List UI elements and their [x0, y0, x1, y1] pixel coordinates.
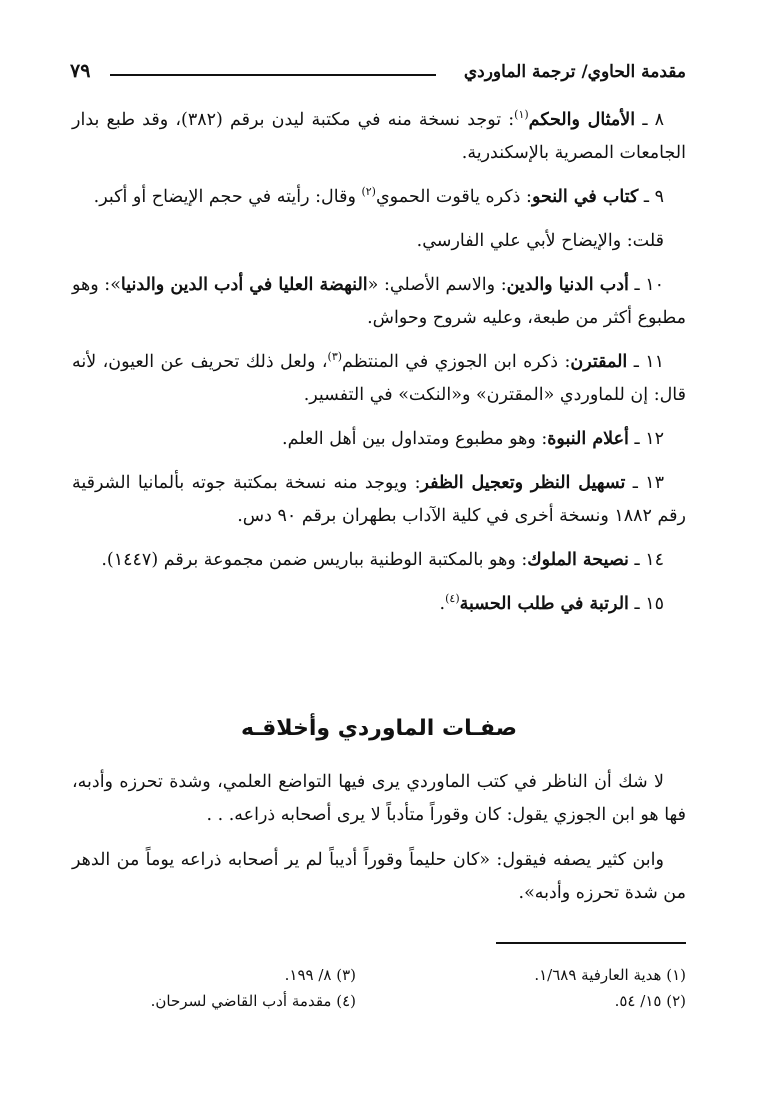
item-title: تسهيل النظر وتعجيل الظفر: [420, 473, 626, 493]
item-text: : ويوجد منه نسخة بمكتبة جوته بألمانيا الشرقية رقم ١٨٨٢ ونسخة أخرى في كلية الآداب بطهران برقم ٩٠ دس.: [72, 473, 686, 526]
footnote-column-right: [366, 962, 686, 1014]
alt-title: النهضة العليا في أدب الدين والدنيا: [120, 275, 368, 295]
footnote-ref: (٣): [327, 350, 343, 364]
body-paragraph: وابن كثير يصفه فيقول: «كان حليماً وقوراً أديباً لم ير أصحابه ذراعه يوماً من الدهر من شدة تحرزه وأدبه».: [72, 850, 686, 903]
list-item-9: [72, 181, 686, 214]
footnote-column-left: [56, 962, 356, 1014]
item-number: ١٤ ـ: [634, 550, 664, 570]
list-item-11: [72, 346, 686, 412]
running-title: مقدمة الحاوي/ ترجمة الماوردي: [463, 62, 686, 82]
footnote-ref: (٢): [361, 185, 376, 199]
item-number: ١٢ ـ: [634, 429, 664, 449]
item-number: ١١ ـ: [633, 352, 665, 372]
item-text: : والاسم الأصلي: «: [367, 275, 507, 295]
section-body: [72, 766, 686, 922]
list-item-14: [72, 544, 686, 577]
item-text: : توجد نسخة منه في مكتبة ليدن برقم (٣٨٢)، وقد طبع بدار الجامعات المصرية بالإسكندرية.: [72, 110, 686, 163]
item-title: الرتبة في طلب الحسبة: [459, 594, 629, 614]
body-paragraph: لا شك أن الناظر في كتب الماوردي يرى فيها التواضع العلمي، وشدة تحرزه وأدبه، فها هو ابن الجوزي يقول: كان وقوراً متأدباً لا يرى أصحابه ذراعه. . .: [72, 772, 686, 825]
item-title: المقترن: [570, 352, 628, 372]
item-text: »: وهو مطبوع أكثر من طبعة، وعليه شروح وحواش.: [72, 275, 686, 328]
item-number: ١٣ ـ: [632, 473, 664, 493]
footnote-3: (٣) ٨/ ١٩٩.: [284, 966, 356, 984]
list-item-13: [72, 467, 686, 533]
item-text: : ذكره ياقوت الحموي: [375, 187, 532, 207]
item-text: : وهو بالمكتبة الوطنية بباريس ضمن مجموعة برقم (١٤٤٧).: [101, 550, 528, 570]
page-number: ٧٩: [70, 60, 91, 82]
item-title: الأمثال والحكم: [528, 110, 636, 130]
footnote-2: (٢) ١٥/ ٥٤.: [614, 992, 686, 1010]
list-item-8: [72, 104, 686, 170]
item-number: ١٥ ـ: [634, 594, 664, 614]
item-title: كتاب في النحو: [531, 187, 639, 207]
note-paragraph: قلت: والإيضاح لأبي علي الفارسي.: [416, 231, 664, 251]
section-heading: صفـات الماوردي وأخلاقـه: [241, 716, 517, 741]
footnotes: [72, 962, 686, 1022]
item-text: : وهو مطبوع ومتداول بين أهل العلم.: [282, 429, 548, 449]
list-item-15: [72, 588, 686, 621]
item-number: ٨ ـ: [642, 110, 664, 130]
page-header: [70, 58, 686, 88]
list-item-12: [72, 423, 686, 456]
footnote-separator: [496, 942, 686, 944]
item-number: ١٠ ـ: [634, 275, 664, 295]
item-title: أعلام النبوة: [547, 429, 629, 449]
item-title: نصيحة الملوك: [527, 550, 629, 570]
footnote-1: (١) هدية العارفية ١/٦٨٩.: [534, 966, 686, 984]
item-title: أدب الدنيا والدين: [506, 275, 629, 295]
item-text: وقال: رأيته في حجم الإيضاح أو أكبر.: [93, 187, 362, 207]
item-text: ، ولعل ذلك تحريف عن العيون، لأنه قال: إن للماوردي «المقترن» و«النكت» في التفسير.: [72, 352, 686, 405]
item-text: .: [439, 594, 446, 614]
item-text: : ذكره ابن الجوزي في المنتظم: [342, 352, 571, 372]
footnote-4: (٤) مقدمة أدب القاضي لسرحان.: [150, 992, 356, 1010]
footnote-ref: (٤): [445, 592, 460, 606]
header-rule: [110, 74, 436, 76]
item-number: ٩ ـ: [643, 187, 664, 207]
works-list: [72, 104, 686, 632]
footnote-ref: (١): [514, 108, 529, 122]
list-item-10: [72, 269, 686, 335]
